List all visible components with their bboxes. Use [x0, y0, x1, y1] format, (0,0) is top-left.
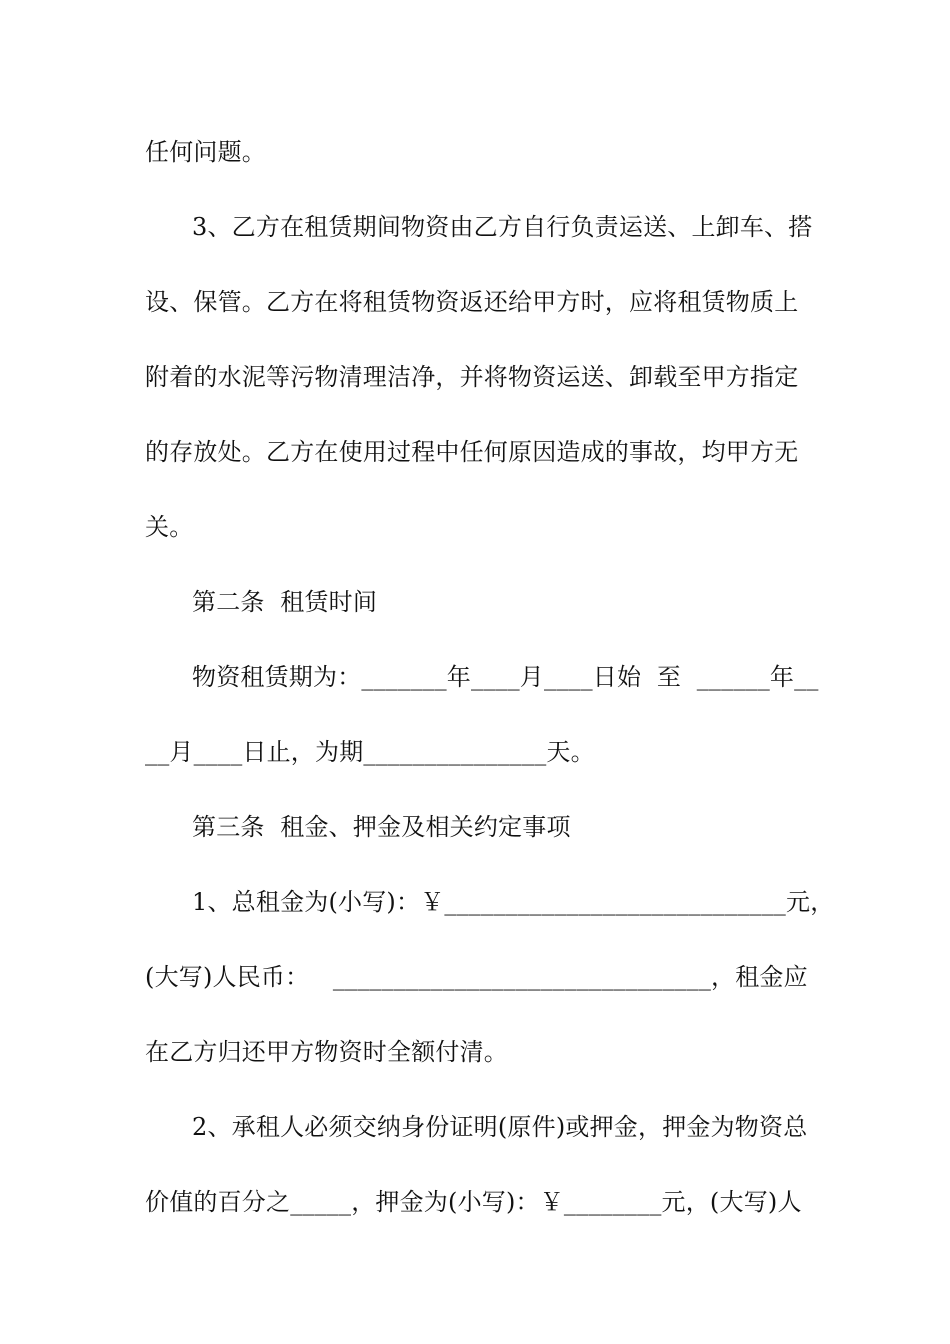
text-line: 的存放处。乙方在使用过程中任何原因造成的事故，均甲方无 — [145, 438, 799, 466]
text-line: 任何问题。 — [145, 138, 266, 166]
text-line: 附着的水泥等污物清理洁净，并将物资运送、卸载至甲方指定 — [145, 363, 799, 391]
section-heading: 第三条 租金、押金及相关约定事项 — [192, 813, 571, 841]
text-line: 2、承租人必须交纳身份证明(原件)或押金，押金为物资总 — [192, 1113, 808, 1141]
text-line: 关。 — [145, 513, 194, 541]
text-line: 物资租赁期为：_______年____月____日始 至 ______年__ — [192, 663, 819, 691]
text-line: 1、总租金为(小写)：￥____________________________元， — [192, 888, 835, 916]
text-line: 3、乙方在租赁期间物资由乙方自行负责运送、上卸车、搭 — [192, 213, 813, 241]
text-line: 设、保管。乙方在将租赁物资返还给甲方时，应将租赁物质上 — [145, 288, 799, 316]
text-line: 在乙方归还甲方物资时全额付清。 — [145, 1038, 508, 1066]
text-line: __月____日止，为期_______________天。 — [145, 738, 595, 766]
text-line: (大写)人民币： _______________________________，租金应 — [145, 963, 808, 991]
text-line: 价值的百分之_____，押金为(小写)：￥________元，(大写)人 — [145, 1188, 802, 1216]
section-heading: 第二条 租赁时间 — [192, 588, 378, 616]
